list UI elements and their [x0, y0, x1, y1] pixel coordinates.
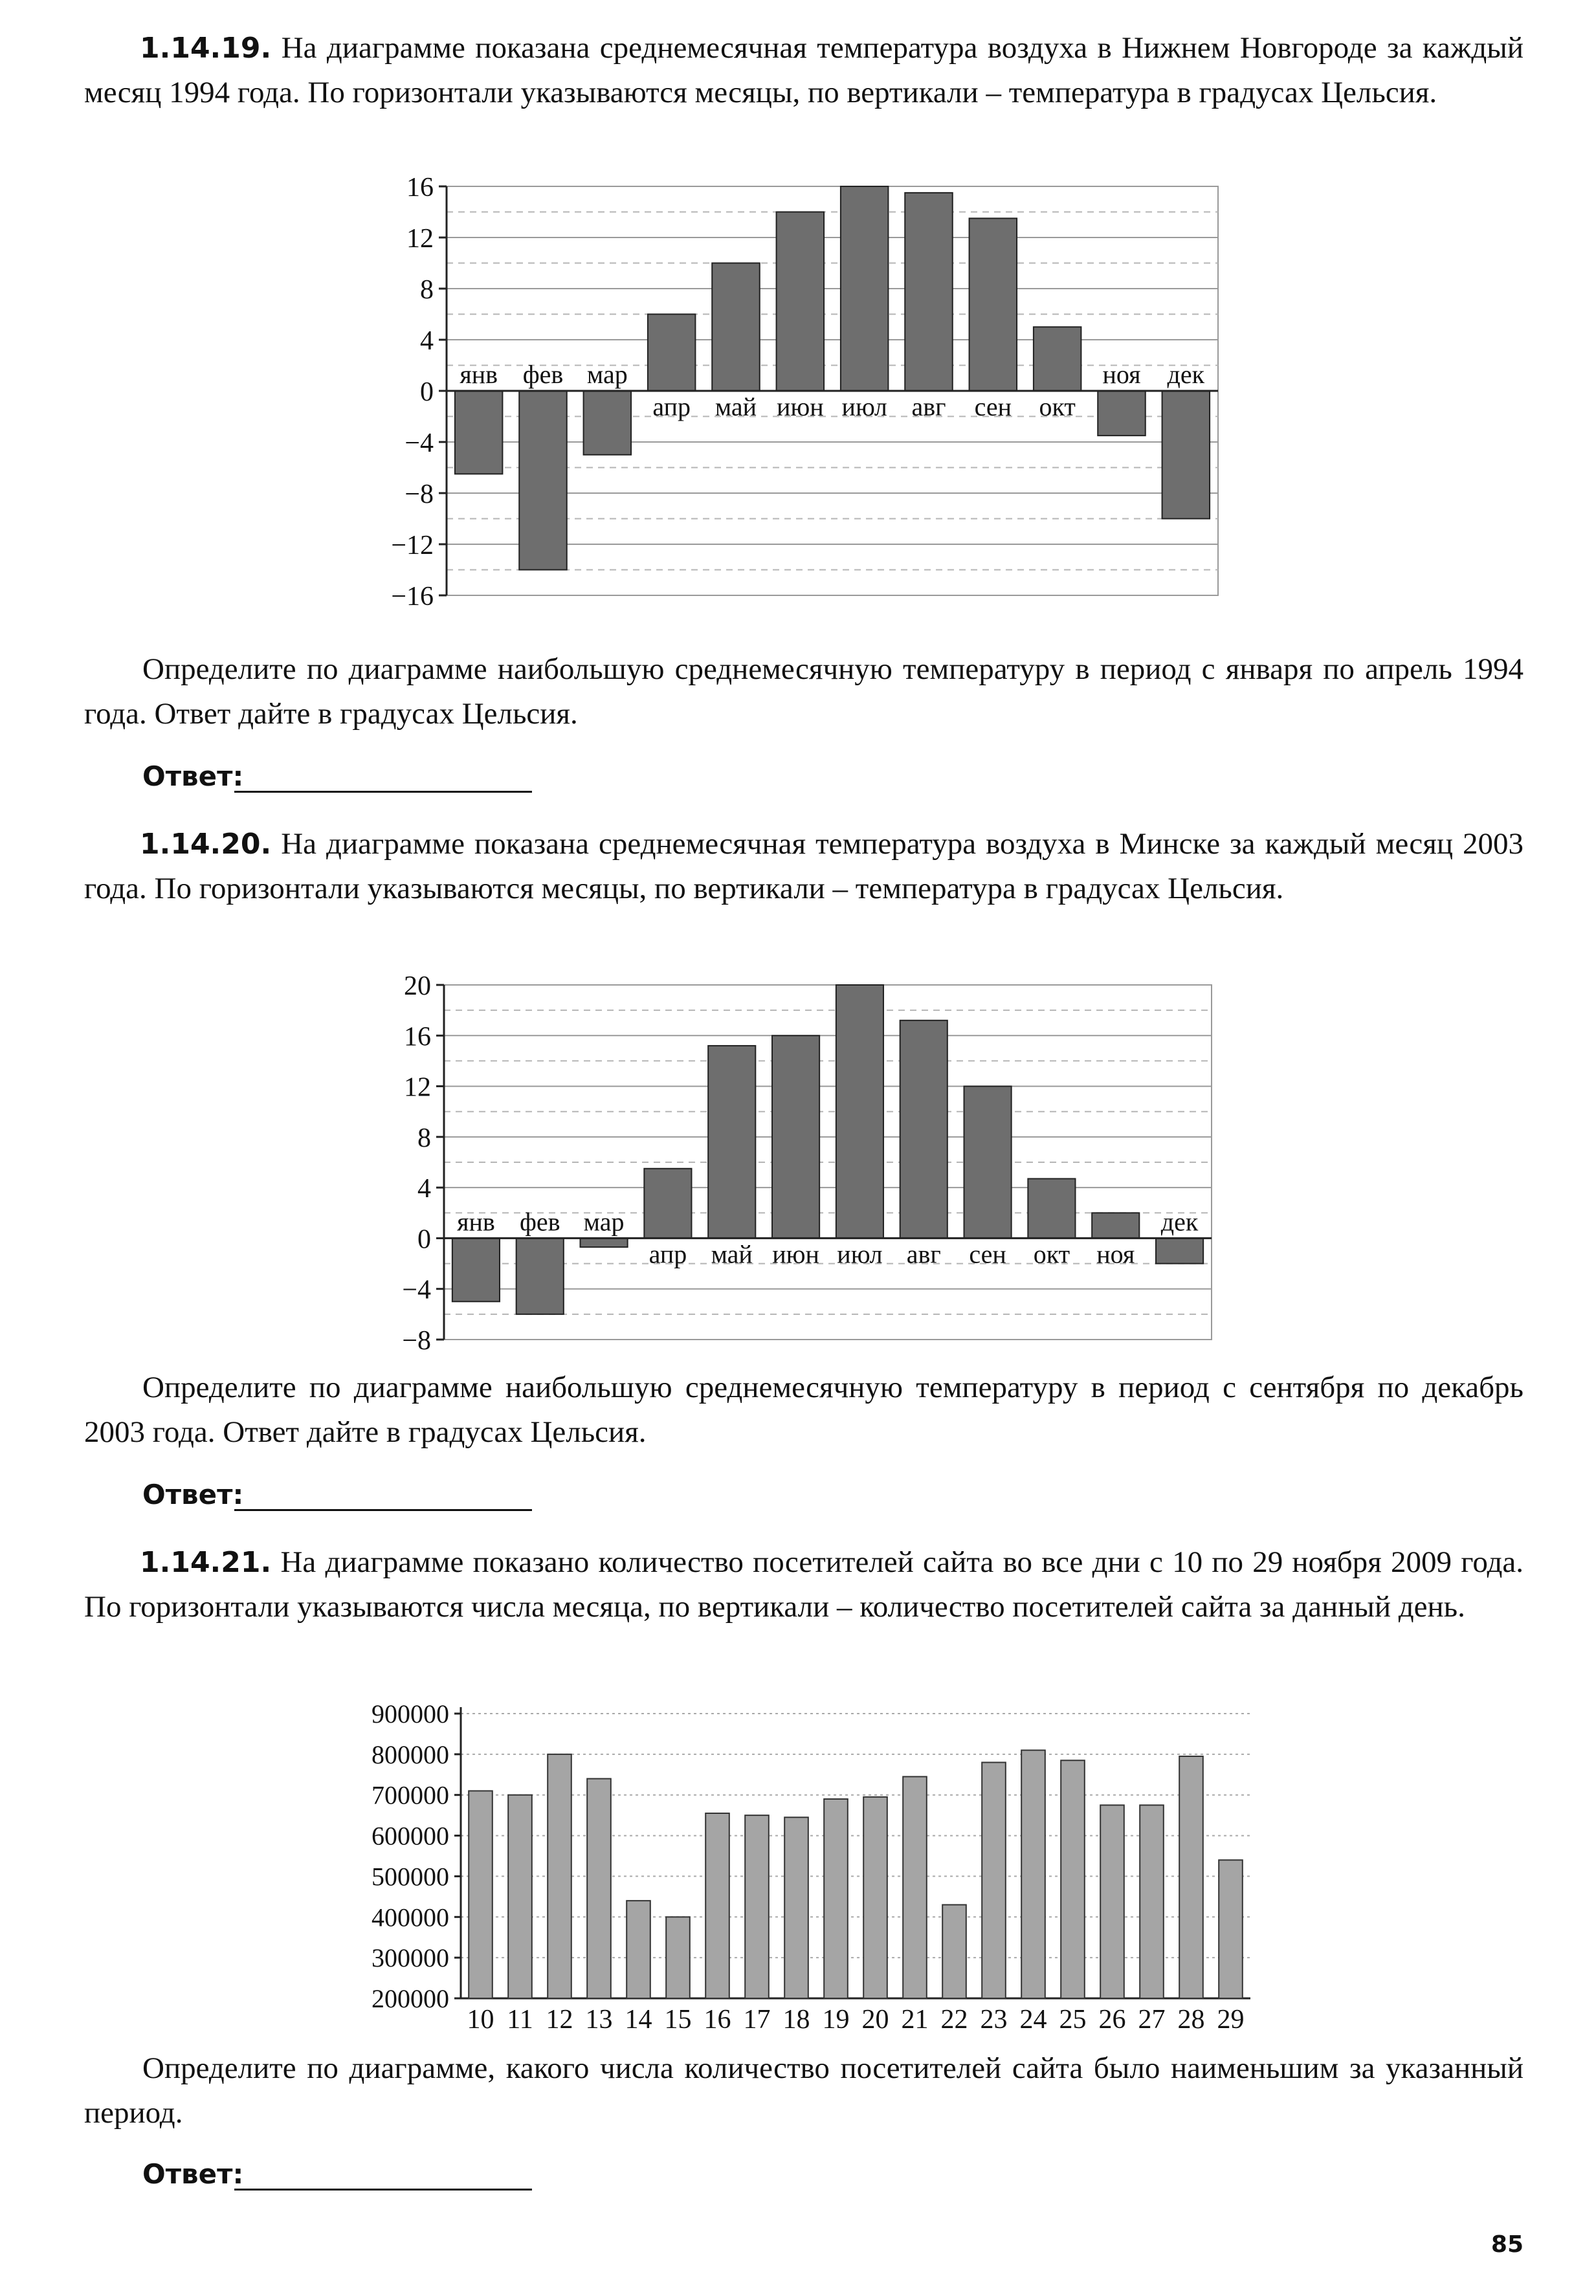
- bar-day-11: [508, 1795, 532, 1998]
- problem-3-intro-text: На диаграмме показано количество посетителей сайта во все дни с 10 по 29 ноября 2009 года. По горизонтали указываются числа месяца, по вертикали – количество посетителей сайта за данный день.: [84, 1545, 1524, 1624]
- y-tick-label: 8: [417, 1123, 431, 1153]
- x-category-label: окт: [1033, 1239, 1070, 1269]
- x-category-label: 20: [861, 2005, 889, 2035]
- x-category-label: янв: [457, 1207, 495, 1237]
- y-tick-label: −4: [402, 1275, 431, 1305]
- y-tick-label: 0: [420, 377, 434, 407]
- y-tick-label: 800000: [371, 1739, 449, 1769]
- problem-2-question: Определите по диаграмме наибольшую среднемесячную температуру в период с сентября по декабрь 2003 года. Ответ дайте в градусах Цельсия.: [84, 1371, 1524, 1449]
- x-category-label: 11: [507, 2005, 533, 2035]
- bar-day-17: [745, 1815, 769, 1998]
- problem-2-answer-label: Ответ:: [142, 1479, 244, 1510]
- y-tick-label: 500000: [371, 1862, 449, 1892]
- x-category-label: 17: [743, 2005, 771, 2035]
- x-category-label: фев: [519, 1207, 560, 1237]
- x-category-label: 13: [585, 2005, 613, 2035]
- page-number: 85: [1491, 2231, 1524, 2258]
- x-category-label: 14: [625, 2005, 652, 2035]
- x-category-label: янв: [460, 360, 498, 389]
- bar-day-22: [942, 1904, 966, 1998]
- x-category-label: 22: [940, 2005, 968, 2035]
- y-tick-label: 600000: [371, 1821, 449, 1851]
- problem-1-question: Определите по диаграмме наибольшую среднемесячную температуру в период с января по апрель 1994 года. Ответ дайте в градусах Цельсия.: [84, 652, 1524, 731]
- y-tick-label: 4: [417, 1174, 431, 1204]
- problem-3-answer-field[interactable]: [234, 2189, 532, 2191]
- x-category-label: 23: [980, 2005, 1008, 2035]
- bar-day-27: [1140, 1805, 1164, 1998]
- y-tick-label: 0: [417, 1224, 431, 1255]
- bar-day-20: [863, 1797, 887, 1998]
- x-category-label: май: [715, 392, 757, 421]
- x-category-label: 18: [782, 2005, 810, 2035]
- bar-day-23: [982, 1762, 1006, 1998]
- x-category-label: фев: [522, 360, 564, 389]
- problem-2-intro-text: На диаграмме показана среднемесячная температура воздуха в Минске за каждый месяц 2003 года. По горизонтали указываются месяцы, по вертикали – температура в градусах Цельсия.: [84, 827, 1524, 905]
- x-category-label: 12: [546, 2005, 573, 2035]
- bar-day-19: [824, 1799, 848, 1998]
- bar-day-16: [705, 1813, 729, 1998]
- y-tick-label: 12: [406, 224, 434, 254]
- y-tick-label: −8: [402, 1326, 431, 1356]
- x-category-label: 21: [901, 2005, 929, 2035]
- bar-day-21: [903, 1776, 927, 1998]
- x-category-label: сен: [969, 1239, 1006, 1269]
- x-category-label: мар: [583, 1207, 625, 1237]
- x-category-label: мар: [586, 360, 628, 389]
- x-category-label: 26: [1098, 2005, 1126, 2035]
- y-tick-label: 4: [420, 326, 434, 356]
- x-category-label: июл: [837, 1239, 883, 1269]
- x-category-label: 28: [1177, 2005, 1205, 2035]
- x-category-label: июн: [772, 1239, 819, 1269]
- x-category-label: авг: [911, 392, 946, 421]
- problem-3-answer-label: Ответ:: [142, 2158, 244, 2190]
- y-tick-label: −8: [405, 480, 434, 509]
- x-category-label: дек: [1167, 360, 1205, 389]
- bar-day-28: [1179, 1756, 1203, 1998]
- x-category-label: 27: [1138, 2005, 1166, 2035]
- y-tick-label: −4: [405, 428, 434, 458]
- bar-day-26: [1100, 1805, 1124, 1998]
- x-category-label: ноя: [1096, 1239, 1135, 1269]
- y-tick-label: 16: [404, 1022, 431, 1052]
- bar-day-10: [469, 1791, 493, 1998]
- y-tick-label: −12: [391, 531, 434, 560]
- y-tick-label: 300000: [371, 1943, 449, 1973]
- x-category-label: окт: [1039, 392, 1076, 421]
- y-tick-label: 400000: [371, 1903, 449, 1932]
- y-tick-label: 900000: [371, 1699, 449, 1728]
- bar-day-14: [626, 1901, 650, 1998]
- y-tick-label: 8: [420, 275, 434, 305]
- problem-3-question: Определите по диаграмме, какого числа количество посетителей сайта было наименьшим за указанный период.: [84, 2051, 1524, 2130]
- bar-day-24: [1021, 1750, 1045, 1998]
- x-category-label: 15: [664, 2005, 692, 2035]
- x-category-label: апр: [648, 1239, 687, 1269]
- x-category-label: 29: [1217, 2005, 1245, 2035]
- y-tick-label: 700000: [371, 1780, 449, 1810]
- x-category-label: дек: [1160, 1207, 1199, 1237]
- problem-2-number: 1.14.20.: [140, 828, 272, 861]
- bar-day-13: [587, 1779, 611, 1998]
- y-tick-label: 16: [406, 173, 434, 203]
- y-tick-label: 200000: [371, 1984, 449, 2013]
- y-tick-label: 20: [404, 971, 431, 1001]
- problem-3-number: 1.14.21.: [140, 1546, 272, 1579]
- x-category-label: апр: [652, 392, 691, 421]
- x-category-label: июл: [841, 392, 887, 421]
- x-category-label: авг: [906, 1239, 941, 1269]
- bar-day-18: [784, 1817, 808, 1998]
- bar-day-15: [666, 1917, 690, 1998]
- bar-day-25: [1061, 1760, 1085, 1998]
- x-category-label: 25: [1059, 2005, 1087, 2035]
- problem-1-number: 1.14.19.: [140, 32, 272, 65]
- x-category-label: 16: [704, 2005, 731, 2035]
- x-category-label: ноя: [1102, 360, 1141, 389]
- y-tick-label: −16: [391, 582, 434, 612]
- x-category-label: 24: [1019, 2005, 1047, 2035]
- x-category-label: 10: [467, 2005, 494, 2035]
- y-tick-label: 12: [404, 1072, 431, 1103]
- x-category-label: 19: [822, 2005, 850, 2035]
- bar-day-12: [548, 1754, 571, 1998]
- bar-day-29: [1219, 1860, 1243, 1998]
- x-category-label: май: [711, 1239, 753, 1269]
- problem-1-intro-text: На диаграмме показана среднемесячная температура воздуха в Нижнем Новгороде за каждый месяц 1994 года. По горизонтали указываются месяцы, по вертикали – температура в градусах Цельсия.: [84, 31, 1524, 109]
- x-category-label: сен: [974, 392, 1012, 421]
- problem-1-answer-label: Ответ:: [142, 760, 244, 792]
- x-category-label: июн: [776, 392, 824, 421]
